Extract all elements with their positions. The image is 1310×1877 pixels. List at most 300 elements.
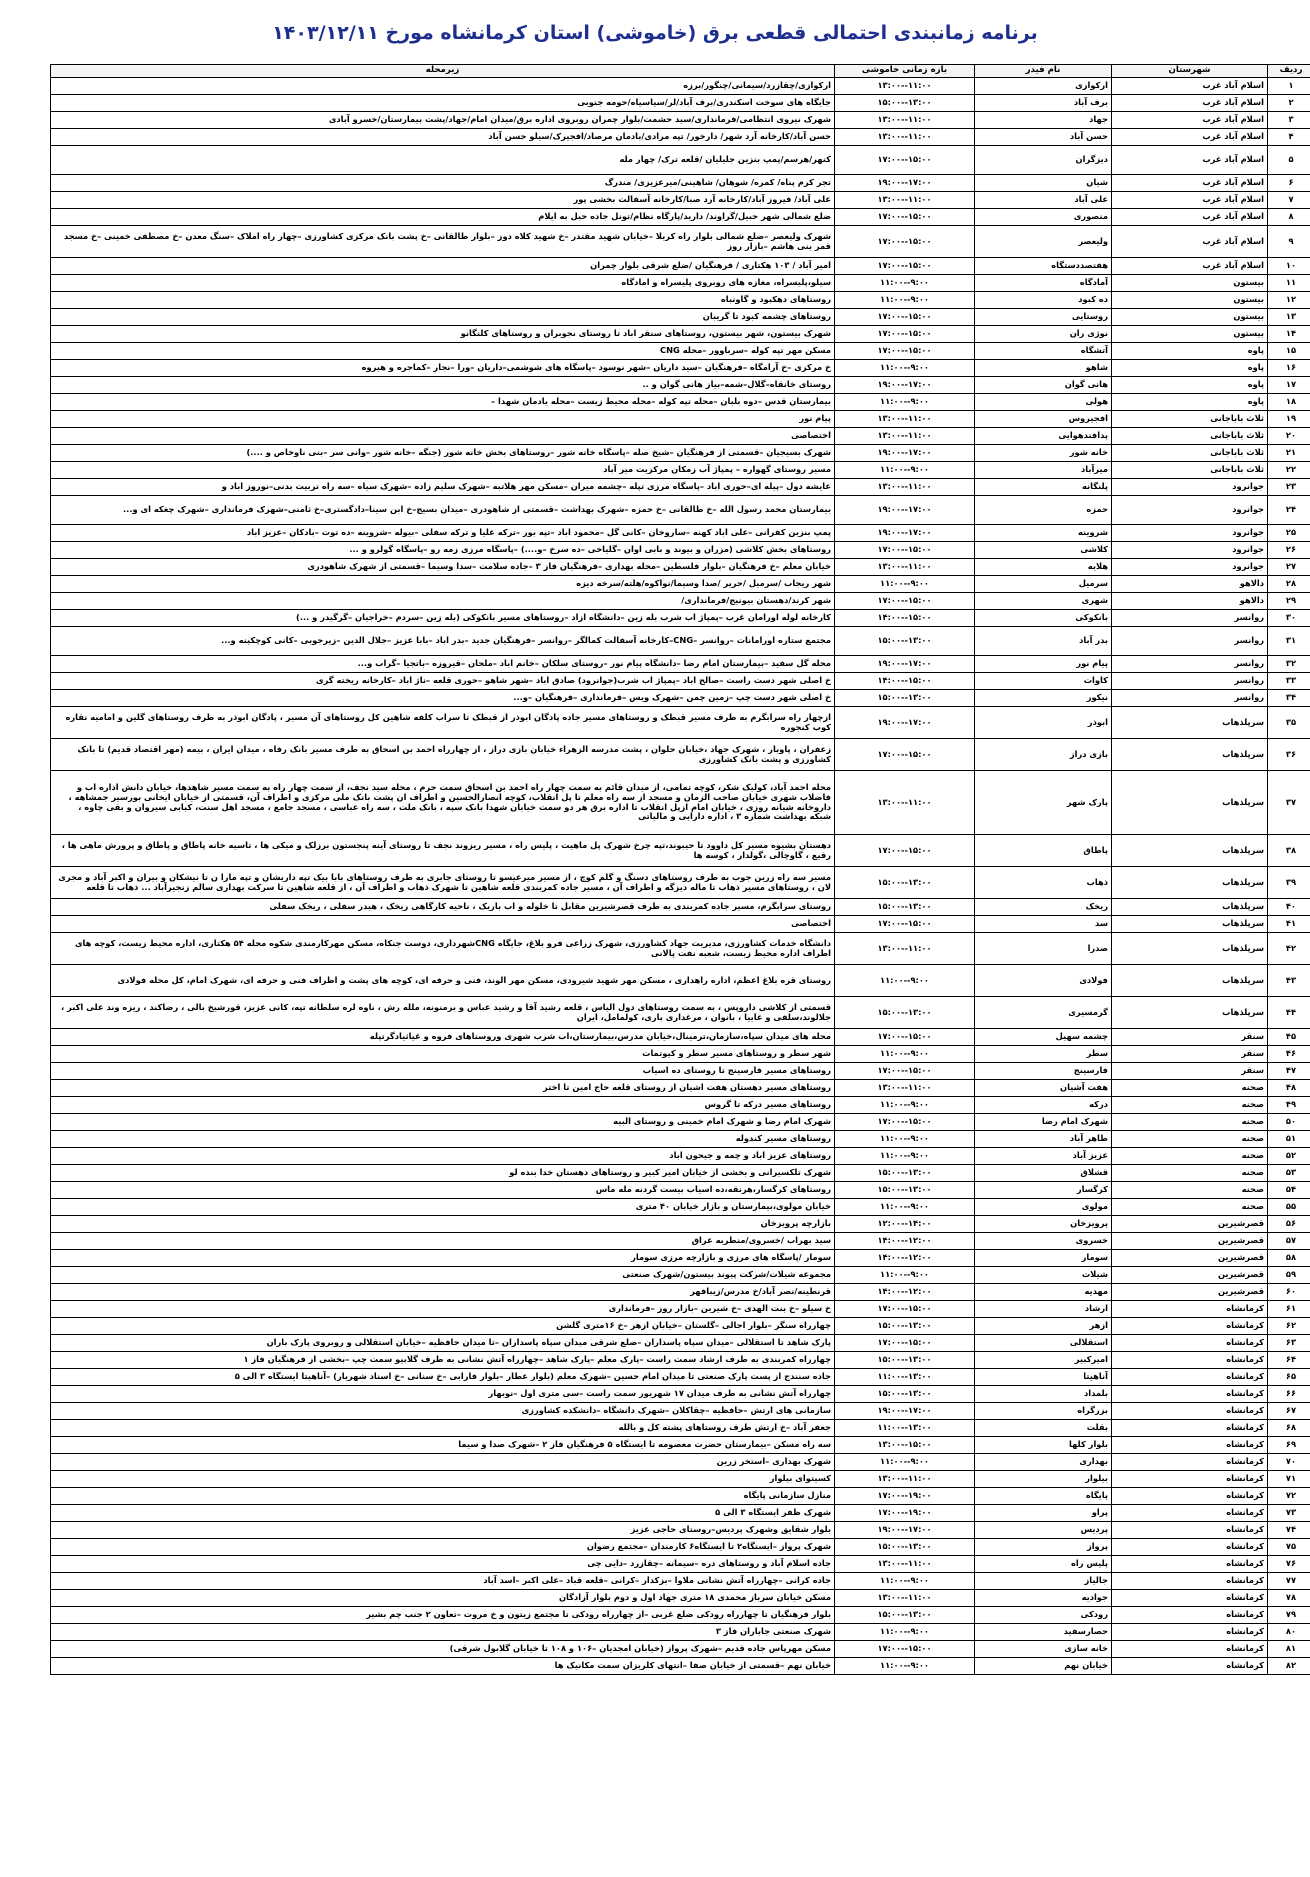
row-number: ۲ — [1268, 95, 1310, 112]
outage-time: ۱۳:۰۰--۱۱:۰۰ — [835, 1420, 975, 1437]
table-row — [51, 445, 1310, 462]
table-row — [51, 1301, 1310, 1318]
header-sub-area: زیرمحله — [51, 65, 835, 78]
table-row — [51, 1573, 1310, 1590]
sub-area: مسیر روستای گهواره – پمپاژ آب زمکان مرکزیت میر آباد — [51, 462, 835, 479]
feeder-name: ارشاد — [975, 1301, 1112, 1318]
table-row — [51, 1641, 1310, 1658]
outage-time: ۹:۰۰--۱۱:۰۰ — [835, 1658, 975, 1675]
feeder-name: پرواز — [975, 1539, 1112, 1556]
row-number: ۷۳ — [1268, 1505, 1310, 1522]
feeder-name: فولادی — [975, 965, 1112, 997]
table-row — [51, 1080, 1310, 1097]
table-row — [51, 707, 1310, 739]
outage-time: ۹:۰۰--۱۱:۰۰ — [835, 1573, 975, 1590]
table-row — [51, 739, 1310, 771]
table-row — [51, 1522, 1310, 1539]
outage-time: ۱۷:۰۰--۱۹:۰۰ — [835, 707, 975, 739]
feeder-name: رودکی — [975, 1607, 1112, 1624]
row-number: ۶۹ — [1268, 1437, 1310, 1454]
outage-time: ۱۱:۰۰--۱۳:۰۰ — [835, 1080, 975, 1097]
feeder-name: چشمه سهیل — [975, 1029, 1112, 1046]
table-row — [51, 771, 1310, 835]
outage-time: ۹:۰۰--۱۱:۰۰ — [835, 1131, 975, 1148]
sub-area: جعفر آباد –خ ارتش طرف روستاهای پشته کل و بالله — [51, 1420, 835, 1437]
table-row — [51, 275, 1310, 292]
outage-time: ۹:۰۰--۱۱:۰۰ — [835, 292, 975, 309]
table-row — [51, 1420, 1310, 1437]
city-name: کرمانشاه — [1112, 1488, 1268, 1505]
sub-area: خ اصلی شهر دست چپ –زمین چمن –شهرک ویس –فرمانداری –فرهنگیان –و... — [51, 690, 835, 707]
row-number: ۲۹ — [1268, 593, 1310, 610]
feeder-name: میرآباد — [975, 462, 1112, 479]
row-number: ۶۵ — [1268, 1369, 1310, 1386]
outage-time: ۱۳:۰۰--۱۵:۰۰ — [835, 95, 975, 112]
outage-time: ۹:۰۰--۱۱:۰۰ — [835, 394, 975, 411]
feeder-name: جالیاز — [975, 1573, 1112, 1590]
city-name: اسلام آباد غرب — [1112, 192, 1268, 209]
outage-time: ۱۵:۰۰--۱۷:۰۰ — [835, 916, 975, 933]
city-name: کرمانشاه — [1112, 1641, 1268, 1658]
city-name: قصرشیرین — [1112, 1267, 1268, 1284]
outage-time: ۱۳:۰۰--۱۵:۰۰ — [835, 899, 975, 916]
feeder-name: صدرا — [975, 933, 1112, 965]
row-number: ۳۰ — [1268, 610, 1310, 627]
table-row — [51, 1250, 1310, 1267]
row-number: ۴۷ — [1268, 1063, 1310, 1080]
table-row — [51, 428, 1310, 445]
feeder-name: نوژی ران — [975, 326, 1112, 343]
table-row — [51, 462, 1310, 479]
table-row — [51, 95, 1310, 112]
sub-area: مجتمع ستاره اورامانات –روانسر –CNG–کارخانه آسفالت کمالگر –روانسر –فرهنگیان جدید –بدر اباد –بابا عزیز –جلال الدین –زیرجوبی –کانی کوچکینه و... — [51, 627, 835, 656]
city-name: قصرشیرین — [1112, 1284, 1268, 1301]
feeder-name: بزرگراه — [975, 1403, 1112, 1420]
row-number: ۴۴ — [1268, 997, 1310, 1029]
city-name: ثلاث باباجانی — [1112, 411, 1268, 428]
row-number: ۵۴ — [1268, 1182, 1310, 1199]
outage-time: ۱۹:۰۰--۱۷:۰۰ — [835, 1505, 975, 1522]
city-name: سرپلذهاب — [1112, 867, 1268, 899]
row-number: ۸ — [1268, 209, 1310, 226]
sub-area: پارک شاهد تا استقلالی –میدان سپاه پاسداران –ضلع شرقی میدان سپاه پاسداران –تا میدان حافظیه –خیابان استقلالی و روبروی پارک باران — [51, 1335, 835, 1352]
city-name: روانسر — [1112, 627, 1268, 656]
table-row — [51, 1216, 1310, 1233]
city-name: صحنه — [1112, 1182, 1268, 1199]
row-number: ۳۹ — [1268, 867, 1310, 899]
city-name: اسلام آباد غرب — [1112, 209, 1268, 226]
city-name: جوانرود — [1112, 542, 1268, 559]
row-number: ۳۶ — [1268, 739, 1310, 771]
city-name: کرمانشاه — [1112, 1607, 1268, 1624]
row-number: ۲۴ — [1268, 496, 1310, 525]
feeder-name: پاطاق — [975, 835, 1112, 867]
outage-time: ۱۵:۰۰--۱۷:۰۰ — [835, 1114, 975, 1131]
outage-time: ۹:۰۰--۱۱:۰۰ — [835, 360, 975, 377]
feeder-name: بازی دراز — [975, 739, 1112, 771]
row-number: ۷۹ — [1268, 1607, 1310, 1624]
outage-time: ۱۷:۰۰--۱۹:۰۰ — [835, 656, 975, 673]
sub-area: خیابان نهم –قسمتی از خیابان صفا –انتهای کلریزان سمت مکانیک ها — [51, 1658, 835, 1675]
sub-area: روستاهای بخش کلاشی (مزران و بیوند و بابی اوان –گلیاخی –ده سرخ –و....) –پاسگاه مرزی زمه رو –پاسگاه گولرو و ... — [51, 542, 835, 559]
feeder-name: شیان — [975, 175, 1112, 192]
sub-area: بیمارستان قدس –دوه بلبان –محله تپه کوله –محله محیط زیست –محله یادمان شهدا – — [51, 394, 835, 411]
sub-area: شهرک ظفر ایستگاه ۳ الی ۵ — [51, 1505, 835, 1522]
table-row — [51, 78, 1310, 95]
outage-time: ۱۴:۰۰--۱۲:۰۰ — [835, 1216, 975, 1233]
table-row — [51, 690, 1310, 707]
outage-time: ۱۳:۰۰--۱۵:۰۰ — [835, 1539, 975, 1556]
feeder-name: ارکوازی — [975, 78, 1112, 95]
city-name: سرپلذهاب — [1112, 771, 1268, 835]
feeder-name: آتشگاه — [975, 343, 1112, 360]
outage-time: ۱۷:۰۰--۱۹:۰۰ — [835, 1522, 975, 1539]
outage-time: ۱۲:۰۰--۱۴:۰۰ — [835, 1250, 975, 1267]
outage-time: ۱۳:۰۰--۱۵:۰۰ — [835, 1318, 975, 1335]
table-row — [51, 559, 1310, 576]
feeder-name: هانی گوان — [975, 377, 1112, 394]
header-radif: ردیف — [1268, 65, 1310, 78]
city-name: ثلاث باباجانی — [1112, 428, 1268, 445]
row-number: ۶ — [1268, 175, 1310, 192]
table-row — [51, 146, 1310, 175]
feeder-name: بدر آباد — [975, 627, 1112, 656]
feeder-name: فارسینج — [975, 1063, 1112, 1080]
table-row — [51, 1131, 1310, 1148]
sub-area: روستاهای مسیر درکه تا گروس — [51, 1097, 835, 1114]
feeder-name: خیابان نهم — [975, 1658, 1112, 1675]
feeder-name: شیلات — [975, 1267, 1112, 1284]
city-name: کرمانشاه — [1112, 1301, 1268, 1318]
outage-time: ۹:۰۰--۱۱:۰۰ — [835, 1624, 975, 1641]
row-number: ۵۶ — [1268, 1216, 1310, 1233]
feeder-name: بقلت — [975, 1420, 1112, 1437]
city-name: صحنه — [1112, 1148, 1268, 1165]
city-name: کرمانشاه — [1112, 1539, 1268, 1556]
sub-area: شهرک ولیعصر –ضلع شمالی بلوار راه کربلا –خیابان شهید مقتدر –خ شهید کلاه دوز –بلوار طالقانی –خ پشت بانک مرکزی کشاورزی –چهار راه املاک –سنگ معدن –خ مصطفی خمینی –خ مسجد قمر بنی هاشم –بازار روز — [51, 226, 835, 258]
row-number: ۱۰ — [1268, 258, 1310, 275]
table-row — [51, 576, 1310, 593]
table-row — [51, 1335, 1310, 1352]
feeder-name: آمادگاه — [975, 275, 1112, 292]
table-row — [51, 1097, 1310, 1114]
table-row — [51, 1063, 1310, 1080]
city-name: قصرشیرین — [1112, 1233, 1268, 1250]
row-number: ۷۲ — [1268, 1488, 1310, 1505]
table-row — [51, 1148, 1310, 1165]
table-row — [51, 1386, 1310, 1403]
feeder-name: کرگسار — [975, 1182, 1112, 1199]
row-number: ۲۸ — [1268, 576, 1310, 593]
sub-area: شهرک بسیجیان –قسمتی از فرهنگیان –شیخ صله –پاسگاه خانه شور –روستاهای بخش خانه شور (جنگه –خانه شور –وانی سر –بنی ناوخاص و ....) — [51, 445, 835, 462]
outage-time: ۱۵:۰۰--۱۷:۰۰ — [835, 1029, 975, 1046]
feeder-name: درکه — [975, 1097, 1112, 1114]
outage-time: ۱۱:۰۰--۱۳:۰۰ — [835, 771, 975, 835]
row-number: ۷۶ — [1268, 1556, 1310, 1573]
table-row — [51, 965, 1310, 997]
feeder-name: ریخک — [975, 899, 1112, 916]
feeder-name: پایگاه — [975, 1488, 1112, 1505]
table-row — [51, 258, 1310, 275]
row-number: ۲۵ — [1268, 525, 1310, 542]
sub-area: پیام نور — [51, 411, 835, 428]
city-name: سرپلذهاب — [1112, 707, 1268, 739]
table-row — [51, 867, 1310, 899]
feeder-name: آناهیتا — [975, 1369, 1112, 1386]
row-number: ۶۳ — [1268, 1335, 1310, 1352]
feeder-name: بلمداد — [975, 1386, 1112, 1403]
row-number: ۱ — [1268, 78, 1310, 95]
city-name: کرمانشاه — [1112, 1420, 1268, 1437]
row-number: ۸۲ — [1268, 1658, 1310, 1675]
outage-time: ۱۳:۰۰--۱۵:۰۰ — [835, 1607, 975, 1624]
sub-area: روستاهای مسیر دهستان هفت اشیان از روستای قلعه حاج امین تا اختر — [51, 1080, 835, 1097]
row-number: ۶۰ — [1268, 1284, 1310, 1301]
table-row — [51, 1114, 1310, 1131]
sub-area: خ سیلو –خ بنت الهدی –خ شیرین –بازار روز –فرمانداری — [51, 1301, 835, 1318]
table-row — [51, 360, 1310, 377]
city-name: کرمانشاه — [1112, 1403, 1268, 1420]
city-name: اسلام آباد غرب — [1112, 78, 1268, 95]
table-row — [51, 129, 1310, 146]
row-number: ۵۸ — [1268, 1250, 1310, 1267]
city-name: ثلاث باباجانی — [1112, 445, 1268, 462]
outage-time: ۱۱:۰۰--۱۳:۰۰ — [835, 1556, 975, 1573]
feeder-name: علی آباد — [975, 192, 1112, 209]
outage-time: ۱۱:۰۰--۱۳:۰۰ — [835, 112, 975, 129]
feeder-name: هفتصددستگاه — [975, 258, 1112, 275]
sub-area: چهارراه آتش نشانی به طرف میدان ۱۷ شهریور سمت راست –سی متری اول –نوبهار — [51, 1386, 835, 1403]
city-name: صحنه — [1112, 1114, 1268, 1131]
city-name: کرمانشاه — [1112, 1624, 1268, 1641]
sub-area: پمپ بنزین کفرانی –علی اباد کهنه –ساروخان –کانی گل –محمود اباد –تپه بور –ترکه علیا و ترکه سفلی –بیوله –شروینه –ده توت –بادکان –عزیز اباد — [51, 525, 835, 542]
city-name: جوانرود — [1112, 496, 1268, 525]
sub-area: دانشگاه خدمات کشاورزی، مدیریت جهاد کشاورزی، شهرک زراعی فرو بلاغ، جایگاه CNGشهرداری، دوست جنکاه، مسکن مهرکارمندی شکوه محله ۵۴ هکتاری، اداره محیط زیست، کوچه های اطراف اداره محیط زیست، شعبه نفت پالانی — [51, 933, 835, 965]
row-number: ۷۱ — [1268, 1471, 1310, 1488]
table-row — [51, 377, 1310, 394]
table-row — [51, 997, 1310, 1029]
city-name: کرمانشاه — [1112, 1522, 1268, 1539]
city-name: ثلاث باباجانی — [1112, 462, 1268, 479]
table-row — [51, 542, 1310, 559]
outage-time: ۱۱:۰۰--۱۳:۰۰ — [835, 479, 975, 496]
feeder-name: ابوذر — [975, 707, 1112, 739]
row-number: ۴۰ — [1268, 899, 1310, 916]
table-row — [51, 394, 1310, 411]
feeder-name: حسن آباد — [975, 129, 1112, 146]
table-row — [51, 1029, 1310, 1046]
feeder-name: مهدیه — [975, 1284, 1112, 1301]
outage-time: ۱۳:۰۰--۱۵:۰۰ — [835, 1165, 975, 1182]
outage-time: ۱۷:۰۰--۱۹:۰۰ — [835, 377, 975, 394]
outage-time: ۱۷:۰۰--۱۹:۰۰ — [835, 445, 975, 462]
feeder-name: جوادیه — [975, 1590, 1112, 1607]
city-name: قصرشیرین — [1112, 1250, 1268, 1267]
sub-area: ضلع شمالی شهر حبیل/گراوند/ دارید/پارگاه نظام/تونل جاده حبل به ایلام — [51, 209, 835, 226]
sub-area: شهرک صنعتی جاباران فاز ۳ — [51, 1624, 835, 1641]
sub-area: روستاهای عزیز اباد و چمه و جیحون اباد — [51, 1148, 835, 1165]
row-number: ۳۵ — [1268, 707, 1310, 739]
city-name: جوانرود — [1112, 559, 1268, 576]
city-name: روانسر — [1112, 673, 1268, 690]
outage-time: ۱۱:۰۰--۱۳:۰۰ — [835, 192, 975, 209]
city-name: بیستون — [1112, 275, 1268, 292]
row-number: ۴۳ — [1268, 965, 1310, 997]
table-row — [51, 1556, 1310, 1573]
outage-time: ۱۱:۰۰--۱۳:۰۰ — [835, 129, 975, 146]
table-row — [51, 1607, 1310, 1624]
table-row — [51, 1046, 1310, 1063]
feeder-name: سرمیل — [975, 576, 1112, 593]
sub-area: کارخانه لوله اورامان غرب –پمپاژ اب شرب بله زین –دانشگاه ازاد –روستاهای مسیر بانکوکی (بله زین –سردم –خراجیان –گرگیدر و ...) — [51, 610, 835, 627]
sub-area: محله احمد آباد، کولیک شکر، کوچه تمامی، از میدان قائم به سمت چهار راه احمد بن اسحاق سمت حرم ، محله سید نجف، از سمت چهار راه به سمت مسیر شاهدها، خیابان دانش اداره اب و فاضلاب شهری خیابان صاحب الزمان و مسجد از سه راه معلم تا پل انقلاب، کوچه انصارالحسین و اطراف ان پشت بانک ملی مرکزی و اطراف آن، قسمتی از خیابان ایخانی بورسیر جمشاهه ، داروخانه شیانه روزی ، خیابان امام ازپل انقلاب تا اداره برق هر دو سمت خیابان شهدا بانک سپه ، بانک ملت ، سه راه عباسی ، مسجد جامع ، مسجد اهل سنت، کبابی سیروان و بقی چاوه ، شبکه بهداشت شماره ۳ ، اداره دارایی و مالیاتی — [51, 771, 835, 835]
row-number: ۳۴ — [1268, 690, 1310, 707]
table-body — [51, 78, 1310, 1675]
document-title: برنامه زمانبندی احتمالی قطعی برق (خاموشی) استان کرمانشاه مورخ ۱۴۰۳/۱۲/۱۱ — [272, 22, 1038, 44]
row-number: ۵۱ — [1268, 1131, 1310, 1148]
sub-area: شهرک بهداری –استخر زرین — [51, 1454, 835, 1471]
sub-area: خ مرکزی –خ آرامگاه –فرهنگیان –سید داریان –شهر نوسود –پاسگاه های شوشمی–داریان –ورا –نجار –کماجره و هیروه — [51, 360, 835, 377]
outage-time: ۱۵:۰۰--۱۷:۰۰ — [835, 309, 975, 326]
sub-area: روستای سرابگرم، مسیر جاده کمربندی به طرف قصرشیرین مقابل تا خلوله و اب باریک ، ناحیه کارگاهی ریخک ، هیدر سفلی ، ریخک سفلی — [51, 899, 835, 916]
header-feeder: نام فیدر — [975, 65, 1112, 78]
outage-time: ۹:۰۰--۱۱:۰۰ — [835, 1148, 975, 1165]
sub-area: چهارراه سنگر –بلوار اجالی –گلستان –خیابان ازهر –خ ۱۶متری گلشن — [51, 1318, 835, 1335]
outage-time: ۱۵:۰۰--۱۷:۰۰ — [835, 1641, 975, 1658]
outage-time: ۹:۰۰--۱۱:۰۰ — [835, 576, 975, 593]
sub-area: جاده اسلام آباد و روستاهای دره –سیمانه –چقازرد –دایی چی — [51, 1556, 835, 1573]
row-number: ۵۲ — [1268, 1148, 1310, 1165]
feeder-name: پدافندهوایی — [975, 428, 1112, 445]
city-name: کرمانشاه — [1112, 1658, 1268, 1675]
sub-area: روستاهای چشمه کبود تا گریبان — [51, 309, 835, 326]
row-number: ۶۴ — [1268, 1352, 1310, 1369]
sub-area: خیابان معلم –خ فرهنگیان –بلوار فلسطین –محله بهداری –فرهنگیان فاز ۳ –جاده سلامت –سدا وسیما –قسمتی از شهرک شاهودری — [51, 559, 835, 576]
feeder-name: نیکور — [975, 690, 1112, 707]
sub-area: امیر آباد / ۱۰۳ هکتاری / فرهنگیان /ضلع شرقی بلوار چمران — [51, 258, 835, 275]
row-number: ۱۵ — [1268, 343, 1310, 360]
row-number: ۴۹ — [1268, 1097, 1310, 1114]
row-number: ۶۸ — [1268, 1420, 1310, 1437]
outage-time: ۱۱:۰۰--۱۳:۰۰ — [835, 78, 975, 95]
table-row — [51, 1352, 1310, 1369]
outage-time: ۱۱:۰۰--۱۳:۰۰ — [835, 933, 975, 965]
city-name: کرمانشاه — [1112, 1471, 1268, 1488]
outage-time: ۱۵:۰۰--۱۳:۰۰ — [835, 1437, 975, 1454]
table-row — [51, 1505, 1310, 1522]
row-number: ۱۱ — [1268, 275, 1310, 292]
city-name: پاوه — [1112, 377, 1268, 394]
feeder-name: ذهاب — [975, 867, 1112, 899]
feeder-name: سد — [975, 916, 1112, 933]
table-row — [51, 1284, 1310, 1301]
feeder-name: پرویزخان — [975, 1216, 1112, 1233]
sub-area: مسکن مهر تپه کوله –سرباوور –محله CNG — [51, 343, 835, 360]
sub-area: ازچهار راه سرابگرم به طرف مسیر قبطک و روستاهای مسیر جاده پادگان ابوذر از قبطک تا سراب کلفه شاهین کل روستاهای آن مسیر ، پادگان ابوذر به طرف روستاهای گلین و امامیه نقاره کوب کنجوره — [51, 707, 835, 739]
sub-area: کسیتوای بیلوار — [51, 1471, 835, 1488]
feeder-name: حصارسفید — [975, 1624, 1112, 1641]
outage-time: ۱۵:۰۰--۱۷:۰۰ — [835, 1301, 975, 1318]
sub-area: شهر سطر و روستاهای مسیر سطر و کیوتمات — [51, 1046, 835, 1063]
outage-time: ۱۲:۰۰--۱۴:۰۰ — [835, 1284, 975, 1301]
table-row — [51, 656, 1310, 673]
table-row — [51, 1165, 1310, 1182]
feeder-name: برف آباد — [975, 95, 1112, 112]
sub-area: بلوار فرهنگیان تا چهارراه رودکی ضلع غربی –از چهارراه رودکی تا مجتمع زیتون و خ مروت –تعاون ۲ جنب چم بشیر — [51, 1607, 835, 1624]
row-number: ۴۱ — [1268, 916, 1310, 933]
row-number: ۴۶ — [1268, 1046, 1310, 1063]
row-number: ۴۲ — [1268, 933, 1310, 965]
city-name: صحنه — [1112, 1165, 1268, 1182]
sub-area: حسن آباد/کارخانه آرد شهر/ دارخور/ تپه مرادی/بادمان مرصاد/افجیرک/سیلو حسن آباد — [51, 129, 835, 146]
table-row — [51, 1199, 1310, 1216]
table-row — [51, 1454, 1310, 1471]
outage-time: ۱۵:۰۰--۱۷:۰۰ — [835, 542, 975, 559]
outage-time: ۱۱:۰۰--۱۳:۰۰ — [835, 411, 975, 428]
feeder-name: خسروی — [975, 1233, 1112, 1250]
feeder-name: شاهو — [975, 360, 1112, 377]
city-name: اسلام آباد غرب — [1112, 175, 1268, 192]
outage-time: ۹:۰۰--۱۱:۰۰ — [835, 462, 975, 479]
outage-time: ۱۵:۰۰--۱۷:۰۰ — [835, 258, 975, 275]
feeder-name: هفت آشیان — [975, 1080, 1112, 1097]
outage-time: ۱۵:۰۰--۱۷:۰۰ — [835, 326, 975, 343]
table-row — [51, 1488, 1310, 1505]
table-row — [51, 1369, 1310, 1386]
city-name: اسلام آباد غرب — [1112, 146, 1268, 175]
table-row — [51, 899, 1310, 916]
feeder-name: سومار — [975, 1250, 1112, 1267]
feeder-name: خانه سازی — [975, 1641, 1112, 1658]
table-row — [51, 1539, 1310, 1556]
row-number: ۹ — [1268, 226, 1310, 258]
row-number: ۳ — [1268, 112, 1310, 129]
feeder-name: قشلاق — [975, 1165, 1112, 1182]
feeder-name: طاهر آباد — [975, 1131, 1112, 1148]
feeder-name: پلیس راه — [975, 1556, 1112, 1573]
city-name: قصرشیرین — [1112, 1216, 1268, 1233]
outage-time: ۱۳:۰۰--۱۵:۰۰ — [835, 867, 975, 899]
city-name: بیستون — [1112, 326, 1268, 343]
sub-area: شهرک تلکسیرانی و بخشی از خیابان امیر کبیر و روستاهای دهستان خدا بنده لو — [51, 1165, 835, 1182]
row-number: ۵۷ — [1268, 1233, 1310, 1250]
table-row — [51, 610, 1310, 627]
table-row — [51, 933, 1310, 965]
sub-area: بیمارستان محمد رسول الله –خ طالقانی –خ حمزه –شهرک بهداشت –قسمتی از شاهودری –میدان بسیج–خ ابن سینا–دادگستری–خ ثامنی–شهرک فرمانداری –شهرک چغکه ای و... — [51, 496, 835, 525]
outage-time: ۱۵:۰۰--۱۴:۰۰ — [835, 673, 975, 690]
city-name: اسلام آباد غرب — [1112, 95, 1268, 112]
city-name: اسلام آباد غرب — [1112, 129, 1268, 146]
sub-area: شهرک امام رضا و شهرک امام خمینی و روستای البیه — [51, 1114, 835, 1131]
table-row — [51, 292, 1310, 309]
feeder-name: جهاد — [975, 112, 1112, 129]
feeder-name: کاوات — [975, 673, 1112, 690]
city-name: سرپلذهاب — [1112, 739, 1268, 771]
outage-time: ۱۳:۰۰--۱۵:۰۰ — [835, 627, 975, 656]
table-row — [51, 1267, 1310, 1284]
outage-time: ۹:۰۰--۱۱:۰۰ — [835, 1454, 975, 1471]
city-name: اسلام آباد غرب — [1112, 226, 1268, 258]
outage-time: ۱۹:۰۰--۱۷:۰۰ — [835, 1488, 975, 1505]
row-number: ۲۱ — [1268, 445, 1310, 462]
outage-time: ۱۵:۰۰--۱۷:۰۰ — [835, 739, 975, 771]
table-row — [51, 411, 1310, 428]
table-row — [51, 479, 1310, 496]
city-name: کرمانشاه — [1112, 1386, 1268, 1403]
outage-time: ۱۵:۰۰--۱۷:۰۰ — [835, 835, 975, 867]
city-name: کرمانشاه — [1112, 1573, 1268, 1590]
table-row — [51, 1182, 1310, 1199]
